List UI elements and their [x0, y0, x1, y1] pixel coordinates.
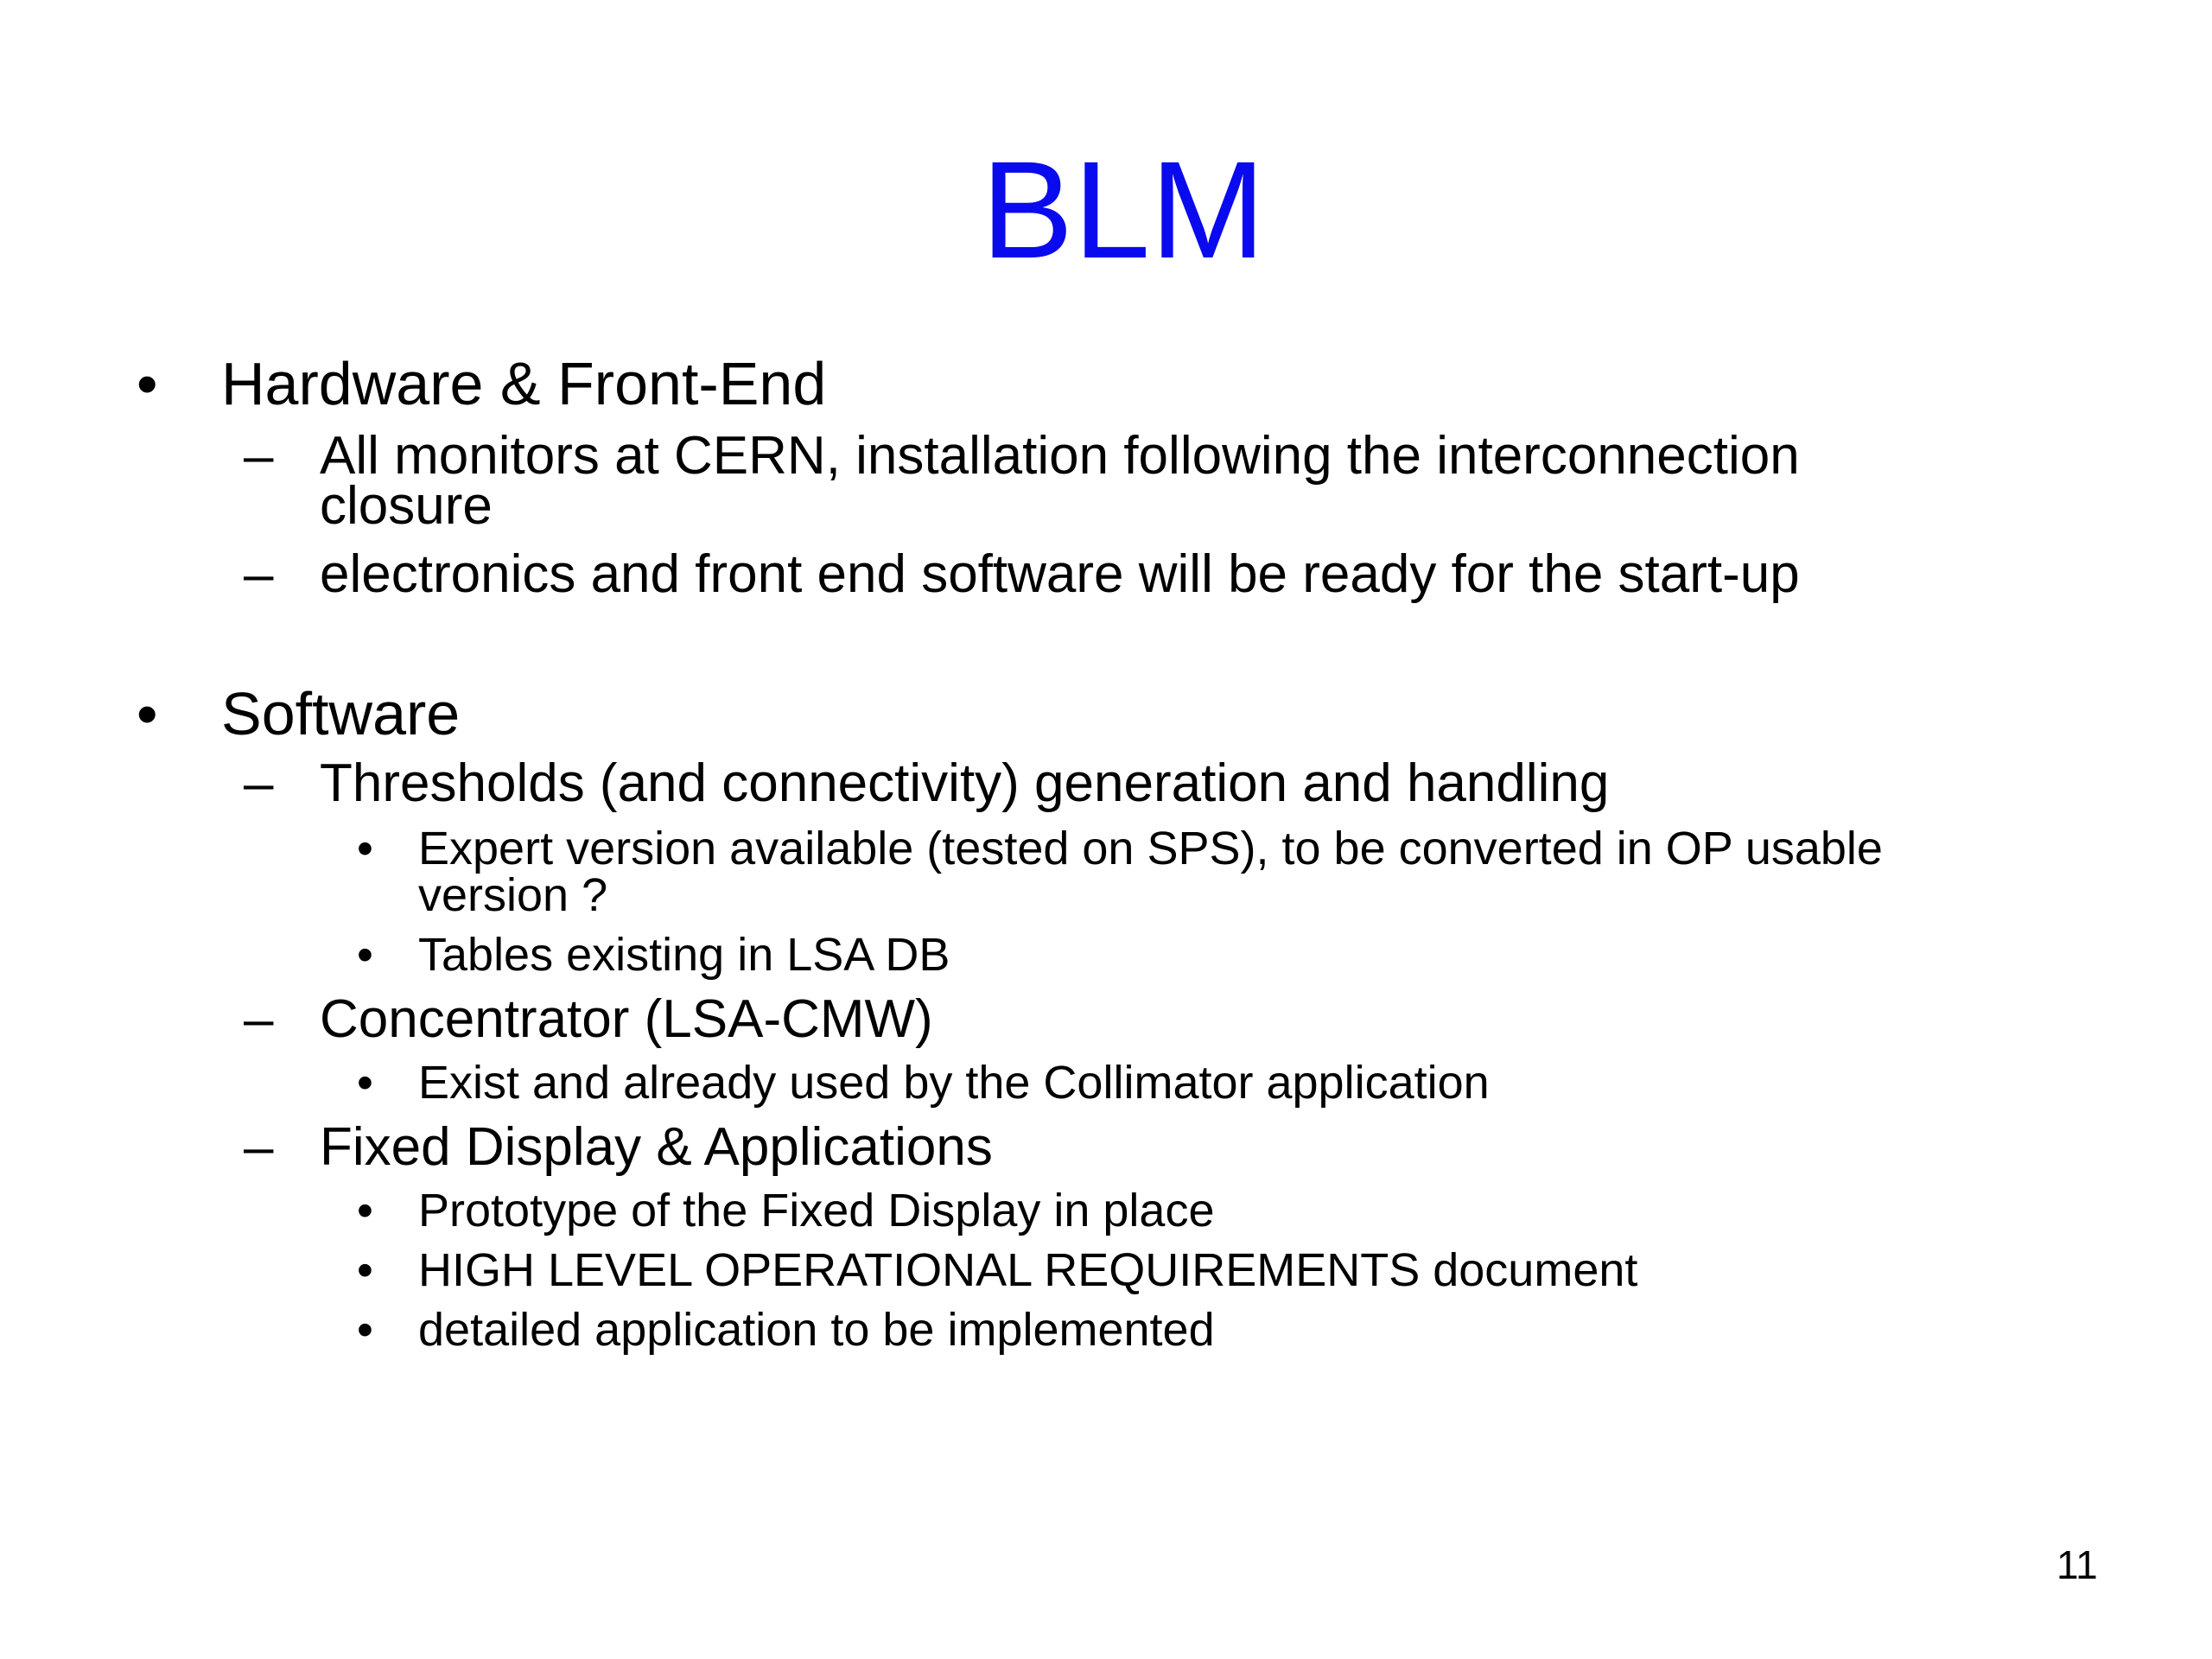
dash-icon: –: [244, 989, 274, 1049]
item-concentrator: Concentrator (LSA-CMW): [320, 989, 933, 1049]
dash-icon: –: [244, 544, 274, 604]
bullet-icon: •: [357, 929, 373, 981]
slide-title: BLM: [981, 132, 1266, 287]
dash-icon: –: [244, 426, 274, 486]
subitem-expert-version-line-2: version ?: [418, 869, 608, 921]
bullet-icon: •: [357, 823, 373, 874]
subitem-detailed-application: detailed application to be implemented: [418, 1304, 1215, 1356]
dash-icon: –: [244, 753, 274, 813]
subitem-prototype: Prototype of the Fixed Display in place: [418, 1185, 1215, 1236]
section-heading-software: Software: [221, 680, 461, 747]
item-electronics: electronics and front end software will be ready for the start-up: [320, 544, 1800, 604]
dash-icon: –: [244, 1117, 274, 1177]
bullet-icon: •: [357, 1244, 373, 1296]
item-monitors-line-1: All monitors at CERN, installation following the interconnection: [320, 426, 1800, 486]
item-fixed-display: Fixed Display & Applications: [320, 1117, 993, 1177]
item-monitors-line-2: closure: [320, 476, 493, 536]
item-thresholds: Thresholds (and connectivity) generation and handling: [320, 753, 1610, 813]
page-number: 11: [2056, 1542, 2098, 1587]
bullet-icon: •: [357, 1304, 373, 1356]
bullet-icon: •: [357, 1057, 373, 1109]
bullet-icon: •: [137, 680, 158, 747]
subitem-requirements: HIGH LEVEL OPERATIONAL REQUIREMENTS document: [418, 1244, 1638, 1296]
subitem-collimator: Exist and already used by the Collimator application: [418, 1057, 1490, 1109]
subitem-tables: Tables existing in LSA DB: [418, 929, 950, 981]
bullet-icon: •: [357, 1185, 373, 1236]
section-heading-hardware: Hardware & Front-End: [221, 350, 827, 417]
bullet-icon: •: [137, 350, 158, 417]
subitem-expert-version-line-1: Expert version available (tested on SPS), to be converted in OP usable: [418, 823, 1883, 874]
